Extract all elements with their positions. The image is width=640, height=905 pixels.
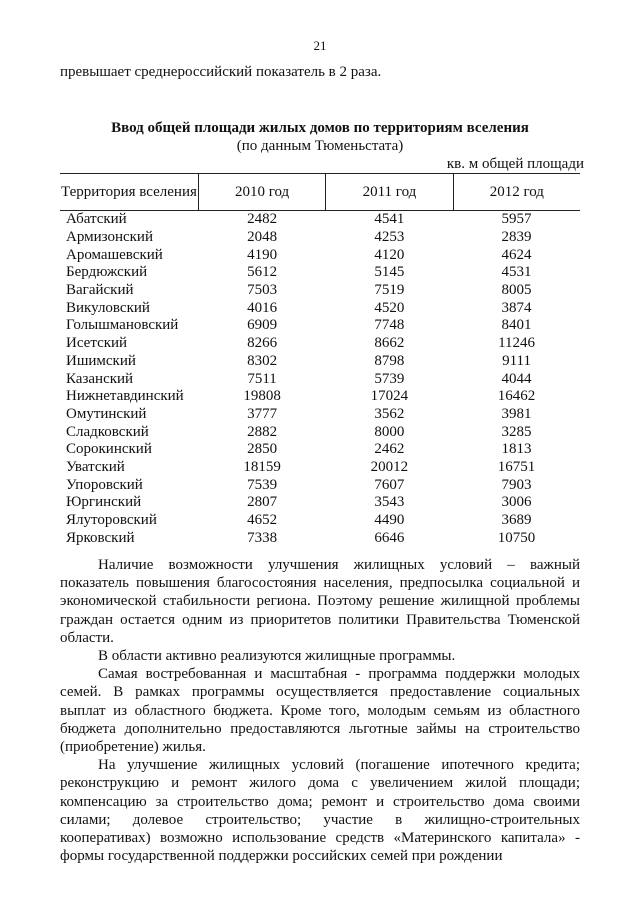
- territory-name: Нижнетавдинский: [66, 388, 184, 405]
- paragraph: На улучшение жилищных условий (погашение ипотечного кредита; реконструкцию и ремонт жилого дома с увеличением жилой площади; компенсацию за строительство дома; ремонт и строительство дома своими силами; долевое строительство; участие в жилищно-строительных кооперативах) возможно использование средств «Материнского капитала» - формы государственной поддержки российских семей при рождении: [60, 757, 580, 865]
- table-row: [60, 476, 580, 494]
- area-value: 8302: [247, 352, 278, 369]
- area-value: 16751: [497, 458, 536, 475]
- area-value: 18159: [243, 458, 281, 475]
- area-value: 1813: [501, 441, 532, 458]
- table-row: [60, 229, 580, 247]
- table-row: [60, 370, 580, 388]
- area-value: 2807: [247, 494, 278, 511]
- table-row: [60, 529, 580, 547]
- area-value: 4520: [374, 299, 405, 316]
- territory-name: Сорокинский: [66, 441, 152, 458]
- area-value: 7503: [247, 282, 278, 299]
- table-body: [60, 211, 580, 548]
- column-header-2011: 2011 год: [326, 174, 453, 211]
- area-value: 7903: [501, 476, 532, 493]
- area-value: 7519: [374, 282, 405, 299]
- territory-name: Голышмановский: [66, 317, 179, 334]
- table-row: [60, 441, 580, 459]
- territory-name: Аромашевский: [66, 246, 163, 263]
- area-value: 19808: [243, 388, 281, 405]
- territory-name: Ярковский: [66, 529, 135, 546]
- table-title: Ввод общей площади жилых домов по территориям вселения: [111, 120, 529, 136]
- area-value: 4190: [247, 246, 278, 263]
- table-row: [60, 211, 580, 229]
- area-value: 16462: [497, 388, 536, 405]
- area-value: 6646: [374, 529, 405, 546]
- area-value: 4016: [247, 299, 278, 316]
- territory-name: Исетский: [66, 335, 128, 352]
- column-header-territory: Территория вселения: [60, 174, 198, 211]
- area-value: 3981: [501, 405, 532, 422]
- area-value: 8000: [374, 423, 405, 440]
- table-row: [60, 406, 580, 424]
- table-row: [60, 317, 580, 335]
- area-value: 11246: [498, 335, 536, 352]
- territory-name: Вагайский: [66, 282, 134, 299]
- unit-label: кв. м общей площади: [446, 156, 584, 172]
- table-row: [60, 423, 580, 441]
- area-value: 4652: [247, 512, 278, 529]
- area-value: 7539: [247, 476, 278, 493]
- territory-name: Армизонский: [66, 229, 153, 246]
- area-value: 2882: [247, 423, 278, 440]
- area-value: 4044: [501, 370, 532, 387]
- territory-name: Упоровский: [66, 476, 143, 493]
- area-value: 3562: [374, 405, 405, 422]
- area-value: 20012: [370, 458, 409, 475]
- area-value: 4541: [374, 211, 405, 228]
- territory-name: Викуловский: [66, 299, 150, 316]
- table-row: [60, 512, 580, 530]
- area-value: 2462: [374, 441, 405, 458]
- area-value: 5739: [374, 370, 405, 387]
- area-value: 2048: [247, 229, 278, 246]
- paragraph: Наличие возможности улучшения жилищных условий – важный показатель повышения благосостояния населения, предпосылка социальной и экономической стабильности региона. Поэтому решение жилищной проблемы граждан остается одним из приоритетов политики Правительства Тюменской области.: [60, 557, 580, 646]
- area-value: 2839: [501, 229, 532, 246]
- area-value: 3285: [501, 423, 532, 440]
- territory-name: Бердюжский: [66, 264, 148, 281]
- area-value: 4624: [501, 246, 532, 263]
- territory-name: Омутинский: [66, 405, 147, 422]
- table-row: [60, 388, 580, 406]
- housing-table: [60, 173, 580, 547]
- area-value: 2482: [247, 211, 278, 228]
- page-number: 21: [313, 38, 327, 53]
- area-value: 8401: [501, 317, 532, 334]
- territory-name: Казанский: [66, 370, 134, 387]
- area-value: 8005: [501, 282, 532, 299]
- area-value: 5957: [501, 211, 532, 228]
- area-value: 10750: [497, 529, 536, 546]
- territory-name: Ялуторовский: [66, 512, 157, 529]
- table-header-row: [60, 174, 580, 211]
- area-value: 5612: [247, 264, 278, 281]
- area-value: 7511: [247, 370, 277, 387]
- area-value: 7607: [374, 476, 405, 493]
- area-value: 3874: [501, 299, 532, 316]
- territory-name: Сладковский: [66, 423, 149, 440]
- table-row: [60, 282, 580, 300]
- column-header-2012: 2012 год: [453, 174, 580, 211]
- area-value: 7338: [247, 529, 278, 546]
- area-value: 4120: [374, 246, 405, 263]
- territory-name: Юргинский: [66, 494, 142, 511]
- area-value: 3543: [374, 494, 405, 511]
- area-value: 17024: [370, 388, 409, 405]
- territory-name: Абатский: [66, 211, 127, 228]
- intro-line: превышает среднероссийский показатель в 2 раза.: [60, 64, 382, 80]
- area-value: 5145: [374, 264, 405, 281]
- area-value: 4253: [374, 229, 405, 246]
- table-subtitle: (по данным Тюменьстата): [236, 138, 404, 154]
- table-row: [60, 335, 580, 353]
- area-value: 3006: [501, 494, 532, 511]
- paragraph: В области активно реализуются жилищные программы.: [98, 648, 456, 665]
- table-row: [60, 459, 580, 477]
- territory-name: Уватский: [66, 458, 125, 475]
- area-value: 4490: [374, 512, 405, 529]
- paragraph: Самая востребованная и масштабная - программа поддержки молодых семей. В рамках программы осуществляется предоставление социальных выплат из областного бюджета. Кроме того, молодым семьям из областного бюджета дополнительно предоставляются льготные займы на строительство (приобретение) жилья.: [60, 666, 580, 756]
- table-row: [60, 353, 580, 371]
- table-row: [60, 264, 580, 282]
- area-value: 6909: [247, 317, 278, 334]
- territory-name: Ишимский: [66, 352, 136, 369]
- area-value: 8798: [374, 352, 405, 369]
- table-row: [60, 494, 580, 512]
- area-value: 7748: [374, 317, 405, 334]
- area-value: 4531: [501, 264, 532, 281]
- column-header-2010: 2010 год: [198, 174, 325, 211]
- area-value: 3777: [247, 405, 278, 422]
- area-value: 2850: [247, 441, 278, 458]
- area-value: 3689: [501, 512, 532, 529]
- table-row: [60, 299, 580, 317]
- table-row: [60, 246, 580, 264]
- area-value: 8662: [374, 335, 405, 352]
- area-value: 9111: [502, 352, 531, 369]
- area-value: 8266: [247, 335, 278, 352]
- body-text: [60, 556, 580, 865]
